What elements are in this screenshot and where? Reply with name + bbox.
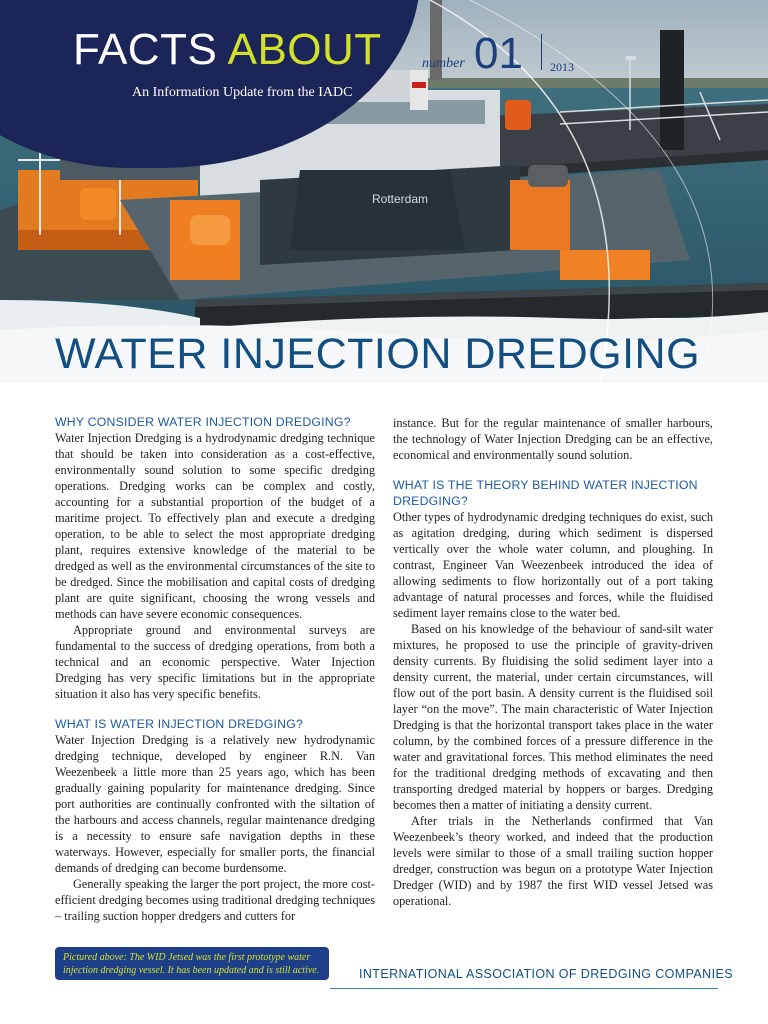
body-paragraph: Other types of hydrodynamic dredging techniques do exist, such as agitation dredging, during which sediment is dispersed vertically over the whole water column, and ploughing. In contrast, Engineer Van Weezenbeek introduced the idea of allowing sediments to flow horizontally out of a port taking advantage of natural processes and forces, while the fluidised sediment layer remains close to the water bed. [393, 510, 713, 620]
body-paragraph: Appropriate ground and environmental surveys are fundamental to the success of dredging operations, from both a technical and an economic perspective. Water Injection Dredging has very specific limitations but in the appropriate situation it also has very specific benefits. [55, 623, 375, 701]
masthead-tagline: An Information Update from the IADC [132, 85, 353, 100]
issue-year: 2013 [550, 60, 574, 74]
masthead-word-about: ABOUT [227, 25, 382, 74]
ship-name-text: Rotterdam [372, 192, 429, 206]
section-heading: WHY CONSIDER WATER INJECTION DREDGING? [55, 415, 351, 429]
page-headline: WATER INJECTION DREDGING [55, 330, 701, 378]
issue-label: number [422, 56, 465, 71]
section-heading: WHAT IS THE THEORY BEHIND WATER INJECTION DREDGING? [393, 478, 698, 508]
section-spacer [55, 702, 375, 716]
footer-divider [330, 988, 718, 989]
body-paragraph: Water Injection Dredging is a hydrodynamic dredging technique that should be taken into consideration as a cost-effective, environmentally sound solution to some specific dredging operations. Dredging works can be complex and costly, accounting for a substantial proportion of the budget of a maritime project. To effectively plan and execute a dredging operation, to be able to select the most appropriate dredging plant, requires extensive knowledge of the material to be dredged as well as the environmental circumstances of the site to be dredged. Since the mobilisation and capital costs of dredging plant are quite significant, choosing the wrong vessels and methods can have severe economic consequences. [55, 431, 375, 621]
body-paragraph: instance. But for the regular maintenance of smaller harbours, the technology of Water Injection Dredging can be an effective, economical and environmentally sound solution. [393, 416, 713, 462]
photo-caption: Pictured above: The WID Jetsed was the first prototype water injection dredging vessel. It has been updated and is still active. [55, 947, 329, 980]
masthead-word-facts: FACTS [73, 25, 218, 74]
footer-organization: INTERNATIONAL ASSOCIATION OF DREDGING COMPANIES [359, 967, 733, 981]
section-spacer [393, 463, 713, 477]
hero-photo [0, 0, 768, 383]
body-paragraph: Generally speaking the larger the port project, the more cost-efficient dredging becomes using traditional dredging techniques – trailing suction hopper dredgers and cutters for [55, 877, 375, 923]
article-column-left [55, 414, 375, 924]
issue-divider [541, 34, 542, 70]
section-heading: WHAT IS WATER INJECTION DREDGING? [55, 717, 303, 731]
body-paragraph: Water Injection Dredging is a relatively new hydrodynamic dredging technique, developed by engineer R.N. Van Weezenbeek a little more than 25 years ago, which has been gradually gaining popularity for maintenance dredging. Since port authorities are continually confronted with the siltation of the harbours and access channels, regular maintenance dredging is a necessity to ensure safe navigation depths in these waterways. However, especially for smaller ports, the financial demands of dredging can become burdensome. [55, 733, 375, 875]
article-column-right [393, 415, 713, 909]
issue-number: 01 [474, 29, 523, 78]
masthead-title [73, 26, 382, 74]
body-paragraph: After trials in the Netherlands confirmed that Van Weezenbeek’s theory worked, and indeed that the production levels were similar to those of a small trailing suction hopper dredger, construction was begun on a prototype Water Injection Dredger (WID) and by 1987 the first WID vessel Jetsed was operational. [393, 814, 713, 908]
body-paragraph: Based on his knowledge of the behaviour of sand-silt water mixtures, he proposed to use the principle of gravity-driven density currents. By fluidising the solid sediment layer into a density current, the material, under certain circumstances, will flow out of the port basin. A density current is the fluidised soil layer “on the move”. The main characteristic of Water Injection Dredging is that the horizontal transport takes place in the water column, by the combined forces of a pressure difference in the water and gravitational forces. This method eliminates the need for the traditional dredging methods of excavating and then transporting dredged material by hoppers or barges. Dredging becomes then a matter of initiating a density current. [393, 622, 713, 812]
